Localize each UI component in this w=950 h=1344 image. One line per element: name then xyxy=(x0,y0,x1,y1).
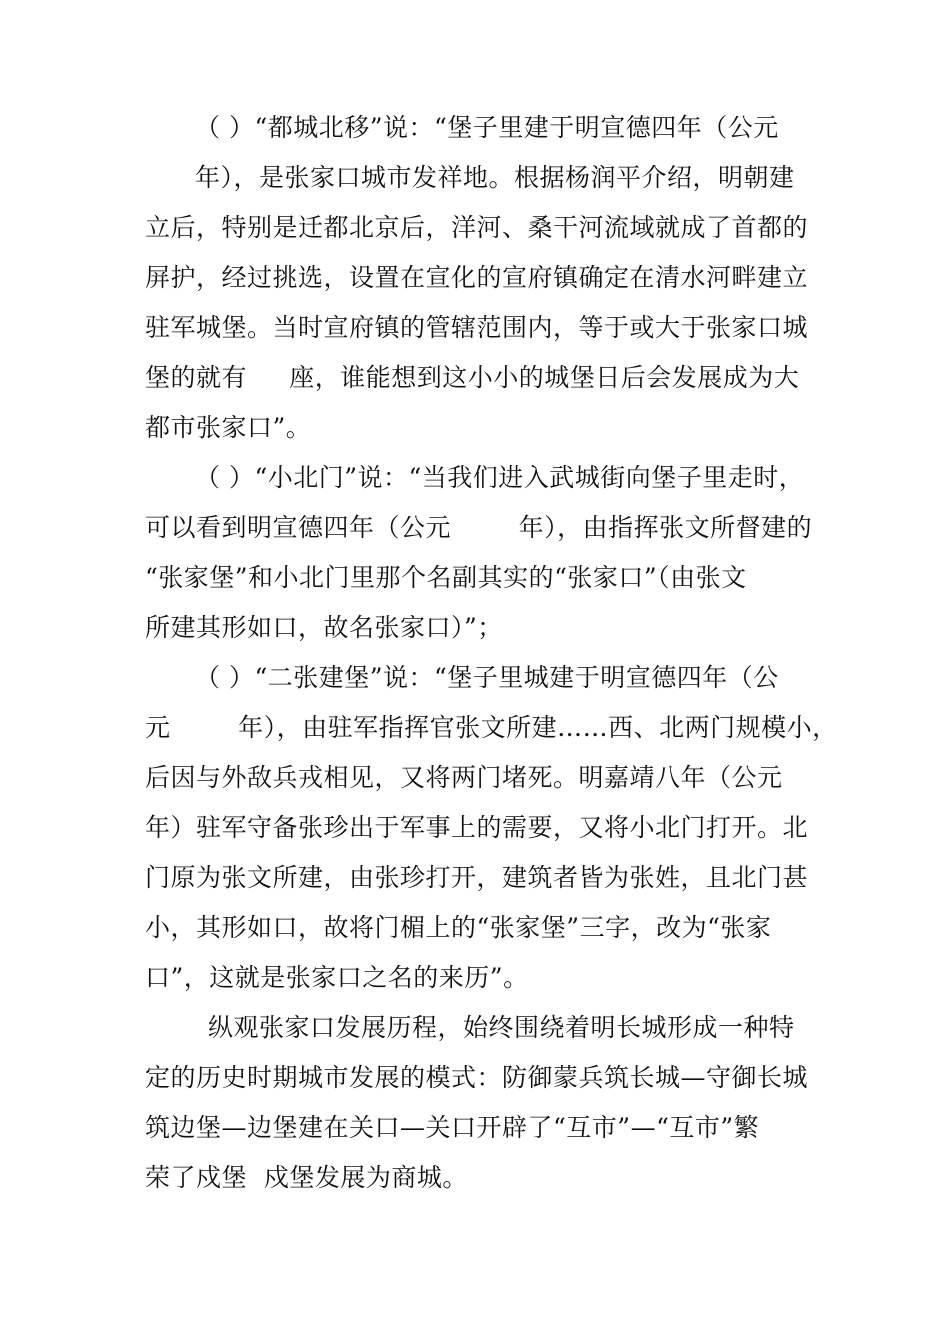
text-line: 都市张家口”。 xyxy=(145,413,312,442)
text-line: 立后，特别是迁都北京后，洋河、桑干河流域就成了首都的 xyxy=(145,213,809,242)
text-line: 堡的就有 座，谁能想到这小小的城堡日后会发展成为大 xyxy=(145,363,800,392)
text-line: 年）驻军守备张珍出于军事上的需要，又将小北门打开。北 xyxy=(145,813,809,842)
text-line: 荣了戍堡 戍堡发展为商城。 xyxy=(145,1163,468,1192)
text-line: 小，其形如口，故将门楣上的“张家堡”三字，改为“张家 xyxy=(145,913,772,942)
text-line: 后因与外敌兵戎相见，又将两门堵死。明嘉靖八年（公元 xyxy=(145,763,783,792)
text-line: （ ）“小北门”说：“当我们进入武城街向堡子里走时， xyxy=(195,463,805,492)
text-line: 所建其形如口，故名张家口）”； xyxy=(145,613,503,642)
text-line: 筑边堡—边堡建在关口—关口开辟了“互市”—“互市”繁 xyxy=(145,1113,760,1142)
text-line: 可以看到明宣德四年（公元 年），由指挥张文所督建的 xyxy=(145,513,813,542)
text-line: （ ）“都城北移”说：“堡子里建于明宣德四年（公元 xyxy=(195,113,779,142)
text-line: “张家堡”和小北门里那个名副其实的“张家口”（由张文 xyxy=(145,563,747,592)
text-line: 定的历史时期城市发展的模式：防御蒙兵筑长城—守御长城 xyxy=(145,1063,809,1092)
text-line: 门原为张文所建，由张珍打开，建筑者皆为张姓，且北门甚 xyxy=(145,863,809,892)
text-line: 纵观张家口发展历程，始终围绕着明长城形成一种特 xyxy=(208,1013,795,1042)
text-line: 年），是张家口城市发祥地。根据杨润平介绍，明朝建 xyxy=(195,163,795,192)
text-line: 口”，这就是张家口之名的来历”。 xyxy=(145,963,529,992)
text-line: 屏护，经过挑选，设置在宣化的宣府镇确定在清水河畔建立 xyxy=(145,263,809,292)
text-line: （ ）“二张建堡”说：“堡子里城建于明宣德四年（公 xyxy=(195,663,779,692)
text-line: 元 年），由驻军指挥官张文所建……西、北两门规模小， xyxy=(145,713,838,742)
text-line: 驻军城堡。当时宣府镇的管辖范围内，等于或大于张家口城 xyxy=(145,313,809,342)
